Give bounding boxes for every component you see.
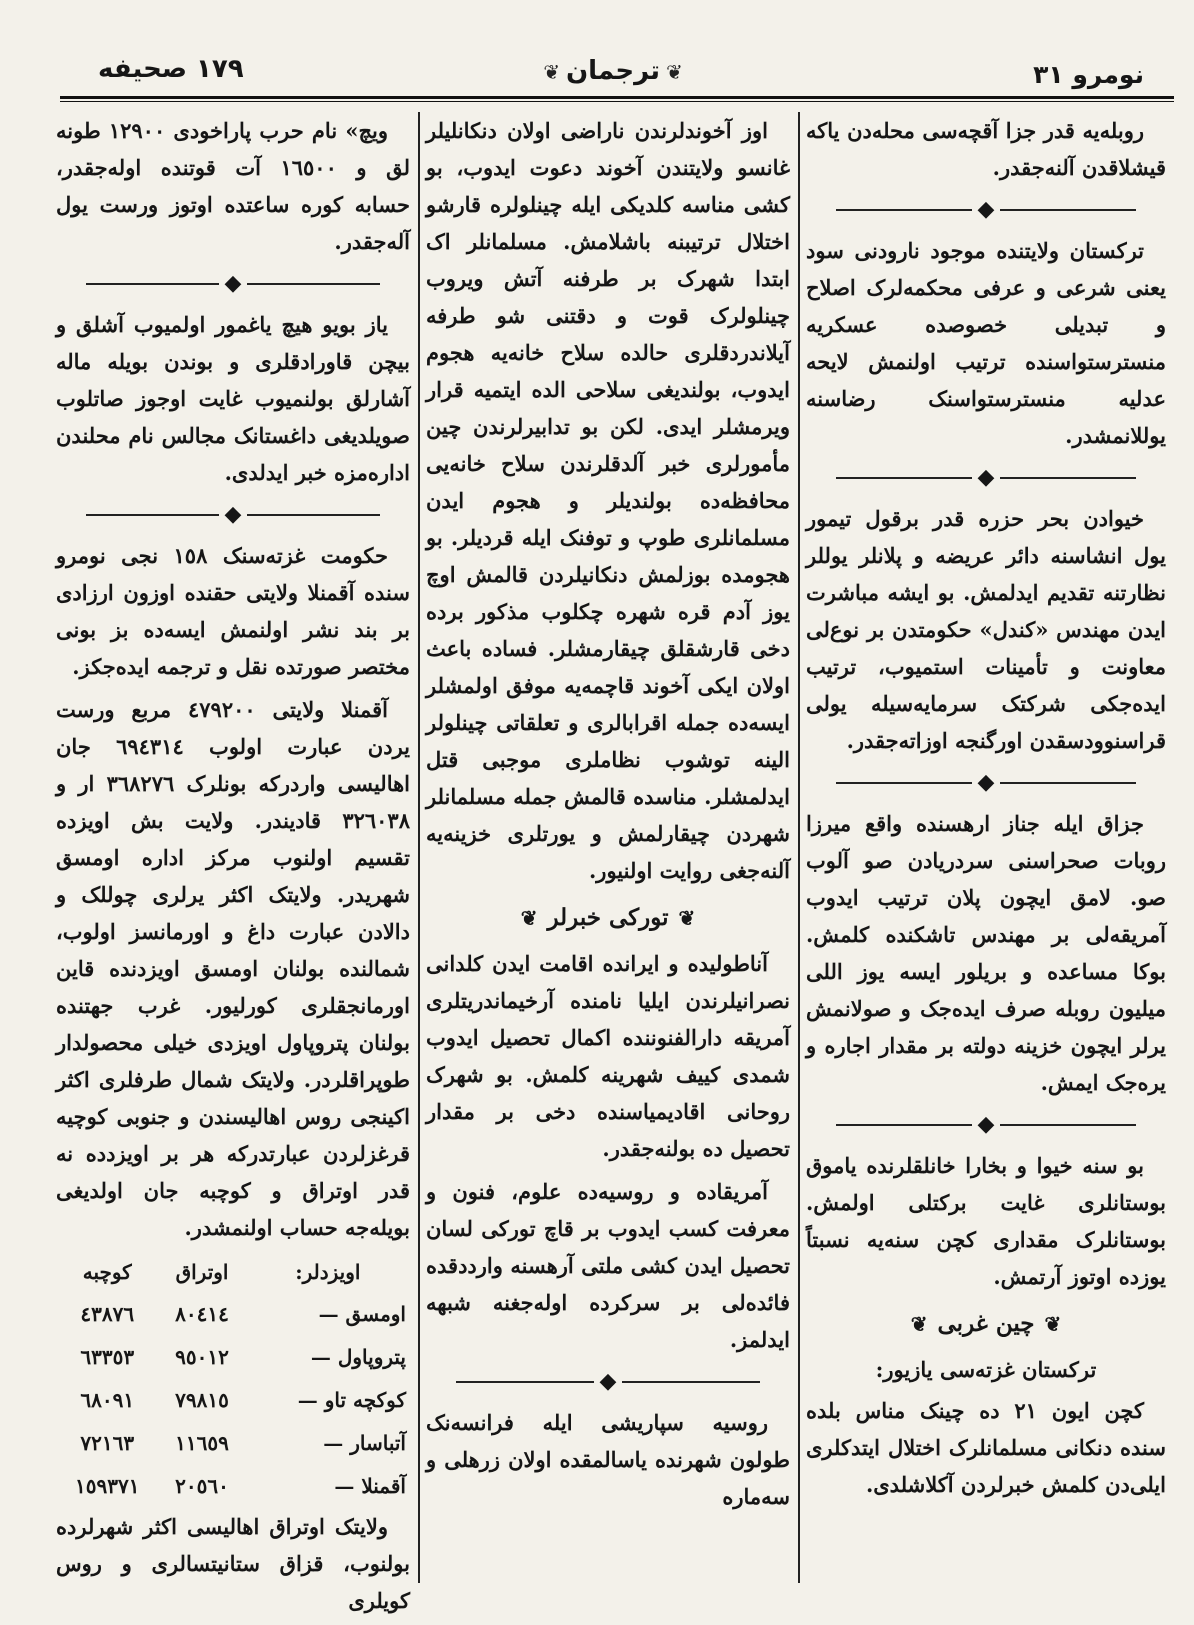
page-header: [52, 40, 1174, 100]
table-cell: پتروپاول —: [310, 1345, 406, 1369]
table-cell: آتباسار —: [323, 1431, 406, 1455]
article-text: حکومت غزته‌سنک ١٥٨ نجی نومرو سنده آقمنلا ولایتی حقنده اوزون ارزادی بر بند نشر اولنمش ایسه‌ده بز بونی مختصر صورتده نقل و ترجمه ایده‌جکز.: [56, 543, 410, 679]
table-header: اوتراق: [175, 1260, 229, 1284]
ornament-icon: ❦: [666, 59, 683, 84]
section-heading: [426, 899, 790, 937]
article-text: اوز آخوندلرندن ناراضی اولان دنکانلیلر غانسو ولایتندن آخوند دعوت ایدوب، بو کشی مناسه کلدیکی ایله چینلولره قارشو اختلال ترتیبنه باشلامش. مسلمانلر اک ابتدا شهرک بر طرفنه آتش ویروب چینلولرک قوت و دقتنی شو طرفه آیلاندردقلری حالده سلاح خانه‌یه هجوم ایدوب، بولندیغی سلاحی الده ایتمیه قرار ویرمشلر ایدی. لکن بو تدابیرلرندن چین مأمورلری خبر آلدقلرندن سلاح خانه‌یی محافظه‌ده بولندیلر و هجوم ایدن مسلمانلری طوپ و توفنک ایله قردیلر. بو هجومده بوزلمش دنکانیلردن قالمش اوچ یوز آدم قره شهره چکلوب مذکور برده دخی قارشقلق چیقارمشلر. فساده باعث اولان ایکی آخوند قاچمه‌یه موفق اولمشلر ایسه‌ده جمله اقرابالری و تعلقاتی چینلولر الینه توشوب نظاملری موجبی قتل ایدلمشلر. مناسده قالمش جمله مسلمانلر شهردن چیقارلمش و یورتلری خزینه‌یه آلنه‌جغی روایت اولنیور.: [426, 118, 790, 883]
article-text: ویچ» نام حرب پاراخودی ١٢٩٠٠ طونه لق و ١٦٥٠٠ آت قوتنده اوله‌جقدر، حسابه کوره ساعتده اوتوز ورست یول آله‌جقدر.: [56, 118, 410, 254]
table-header-row: [56, 1252, 410, 1293]
header-rule-thin: [60, 101, 1174, 102]
table-cell: ٦٨٠٩١: [80, 1388, 135, 1412]
separator: [806, 192, 1166, 226]
column-left: [56, 112, 410, 1613]
article-text: آمریقاده و روسیه‌ده علوم، فنون و معرفت کسب ایدوب بر قاچ تورکی لسان تحصیل ایدن کشی ملتی آرهسنه وارددقده فائده‌لی بر سرکرده اوله‌جغنه شبهه ایدلمز.: [426, 1179, 790, 1352]
article-text: یاز بویو هیچ یاغمور اولمیوب آشلق و بیچن قاورادقلری و بوندن بویله ماله آشارلق بولنمیوب غایت اوجوز صاتلوب صویلدیغی داغستانک مجالس نام محلندن اداره‌مزه خبر ایدلدی.: [56, 312, 410, 485]
table-cell: آقمنلا —: [334, 1474, 406, 1498]
table-cell: ١١٦٥٩: [175, 1431, 229, 1455]
table-cell: ١٥٩٣٧١: [74, 1474, 140, 1498]
newspaper-title: ترجمان: [565, 56, 661, 86]
separator: [806, 1107, 1166, 1141]
ornament-icon: ❦: [543, 59, 560, 84]
article-text: ولایتک اوتراق اهالیسی اکثر شهرلرده بولنوب، قزاق ستانیتسالری و روس کویلری: [56, 1514, 410, 1613]
column-rule: [798, 112, 800, 1583]
diamond-icon: ◆: [972, 769, 1001, 795]
article-text: کچن ایون ٢١ ده چینک مناس بلده سنده دنکانی مسلمانلرک اختلال ایتدکلری ایلی‌دن کلمش خبرلردن آکلاشلدی.: [806, 1398, 1166, 1497]
diamond-icon: ◆: [594, 1368, 623, 1394]
table-cell: ٧٩٨١٥: [175, 1388, 229, 1412]
diamond-icon: ◆: [219, 270, 248, 296]
table-row: [56, 1379, 410, 1422]
table-row: [56, 1336, 410, 1379]
column-right: [806, 112, 1166, 1595]
issue-number: نومرو ٣١: [1033, 60, 1144, 89]
table-cell: اومسق —: [318, 1302, 406, 1326]
article-text: جزاق ایله جناز ارهسنده واقع میرزا روبات صحراسنی سردریادن صو آلوب صو. لامق ایچون پلان ترتیب ایدوب آمریقه‌لی بر مهندس تاشکنده کلمش. بوکا مساعده و بریلور ایسه یوز اللی میلیون روبله صرف ایده‌جک و صولانمش یرلر ایچون خزینه دولته بر مقدار اجاره و یره‌جک ایمش.: [806, 811, 1166, 1095]
article-text: خیوادن بحر حزره قدر برقول تیمور یول انشاسنه دائر عریضه و پلانلر یوللر نظارتنه تقدیم ایدلمش. بو ایشه مباشرت ایدن مهندس «کندل» حکومتدن بر نوع‌لی معاونت و تأمینات استمیوب، ترتیب ایده‌جکی شرکتک سرمایه‌سیله یولی قراسنوودسقدن اورگنجه اوزاته‌جقدر.: [806, 506, 1166, 753]
table-cell: ٤٣٨٧٦: [80, 1302, 135, 1326]
table-header: اویزدلر:: [295, 1260, 361, 1284]
table-row: [56, 1293, 410, 1336]
separator: [806, 460, 1166, 494]
table-header: کوچبه: [82, 1260, 132, 1284]
table-cell: ٧٢١٦٣: [80, 1431, 135, 1455]
table-row: [56, 1465, 410, 1508]
article-text: ترکستان ولایتنده موجود نارودنی سود یعنی شرعی و عرفی محکمه‌لرک اصلاح و تبدیلی خصوصده عسکریه منسترستواسنده ترتیب اولنمش لایحه عدلیه منسترستواسنک رضاسنه یوللانمشدر.: [806, 238, 1166, 448]
section-title-text: چین غربی: [937, 1310, 1035, 1337]
table-cell: ٦٣٣٥٣: [80, 1345, 135, 1369]
table-row: [56, 1422, 410, 1465]
article-text: بو سنه خیوا و بخارا خانلقلرنده یاموق بوستانلری غایت برکتلی اولمش. بوستانلرک مقداری کچن سنه‌یه نسبتاً یوزده اوتوز آرتمش.: [806, 1153, 1166, 1289]
table-cell: ٢٠٥٦٠: [175, 1474, 229, 1498]
separator: [806, 765, 1166, 799]
article-text: آناطولیده و ایرانده اقامت ایدن کلدانی نصرانیلرندن ایلیا نامنده آرخیماندریتلری آمریقه دارالفنوننده اکمال تحصیل ایدوب شمدی کییف شهرینه کلمش. بو شهرک روحانی اقادیمیاسنده دخی بر مقدار تحصیل ده بولنه‌جقدر.: [426, 951, 790, 1161]
article-text: روسیه سپاریشی ایله فرانسه‌نک طولون شهرنده یاسالمقده اولان زرهلی و سه‌ماره: [426, 1410, 790, 1509]
article-text: آقمنلا ولایتی ٤٧٩٢٠٠ مربع ورست یردن عبارت اولوب ٦٩٤٣١٤ جان اهالیسی واردرکه بونلرک ٣٦٨٢٧٦ ار و ٣٢٦٠٣٨ قادیندر. ولایت بش اویزده تقسیم اولنوب مرکز اداره اومسق شهریدر. ولایتک اکثر یرلری چوللک و دالادن عبارت داغ و اورمانسز اولوب، شمالنده بولنان اومسق اویزدنده قاین اورمانجقلری کورلیور. غرب جهتنده بولنان پتروپاول اویزدی خیلی محصولدار طوپراقلردر. ولایتک شمال طرفلری اکثر اکینجی روس اهالیسندن و جنوبی کوچیه قرغزلردن عبارتدرکه هر بر اویزدده نه قدر اوتراق و کوچبه جان اولدیغی بویله‌جه حساب اولنمشدر.: [56, 697, 410, 1240]
diamond-icon: ◆: [972, 1111, 1001, 1137]
ornament-icon: ❦: [678, 906, 696, 930]
separator: [56, 266, 410, 300]
page-number: ١٧٩ صحیفه: [98, 54, 244, 84]
source-line: ترکستان غزته‌سی یازیور:: [875, 1357, 1097, 1382]
column-rule: [418, 112, 420, 1583]
diamond-icon: ◆: [972, 464, 1001, 490]
column-middle: [426, 112, 790, 1595]
section-title-text: توركی خبرلر: [547, 904, 669, 931]
article-text: روبله‌یه قدر جزا آقچه‌سی محله‌دن یاکه قیشلاقدن آلنه‌جقدر.: [806, 118, 1166, 180]
diamond-icon: ◆: [972, 196, 1001, 222]
separator: [426, 1364, 790, 1398]
table-cell: ٨٠٤١٤: [175, 1302, 229, 1326]
ornament-icon: ❦: [520, 906, 538, 930]
population-table: [56, 1252, 410, 1508]
table-cell: کوکچه تاو —: [297, 1388, 406, 1412]
ornament-icon: ❦: [1044, 1312, 1062, 1336]
separator: [56, 497, 410, 531]
section-heading: [806, 1305, 1166, 1343]
ornament-icon: ❦: [910, 1312, 928, 1336]
masthead: [537, 56, 689, 86]
diamond-icon: ◆: [219, 501, 248, 527]
table-cell: ٩٥٠١٢: [175, 1345, 229, 1369]
header-rule: [60, 96, 1174, 99]
